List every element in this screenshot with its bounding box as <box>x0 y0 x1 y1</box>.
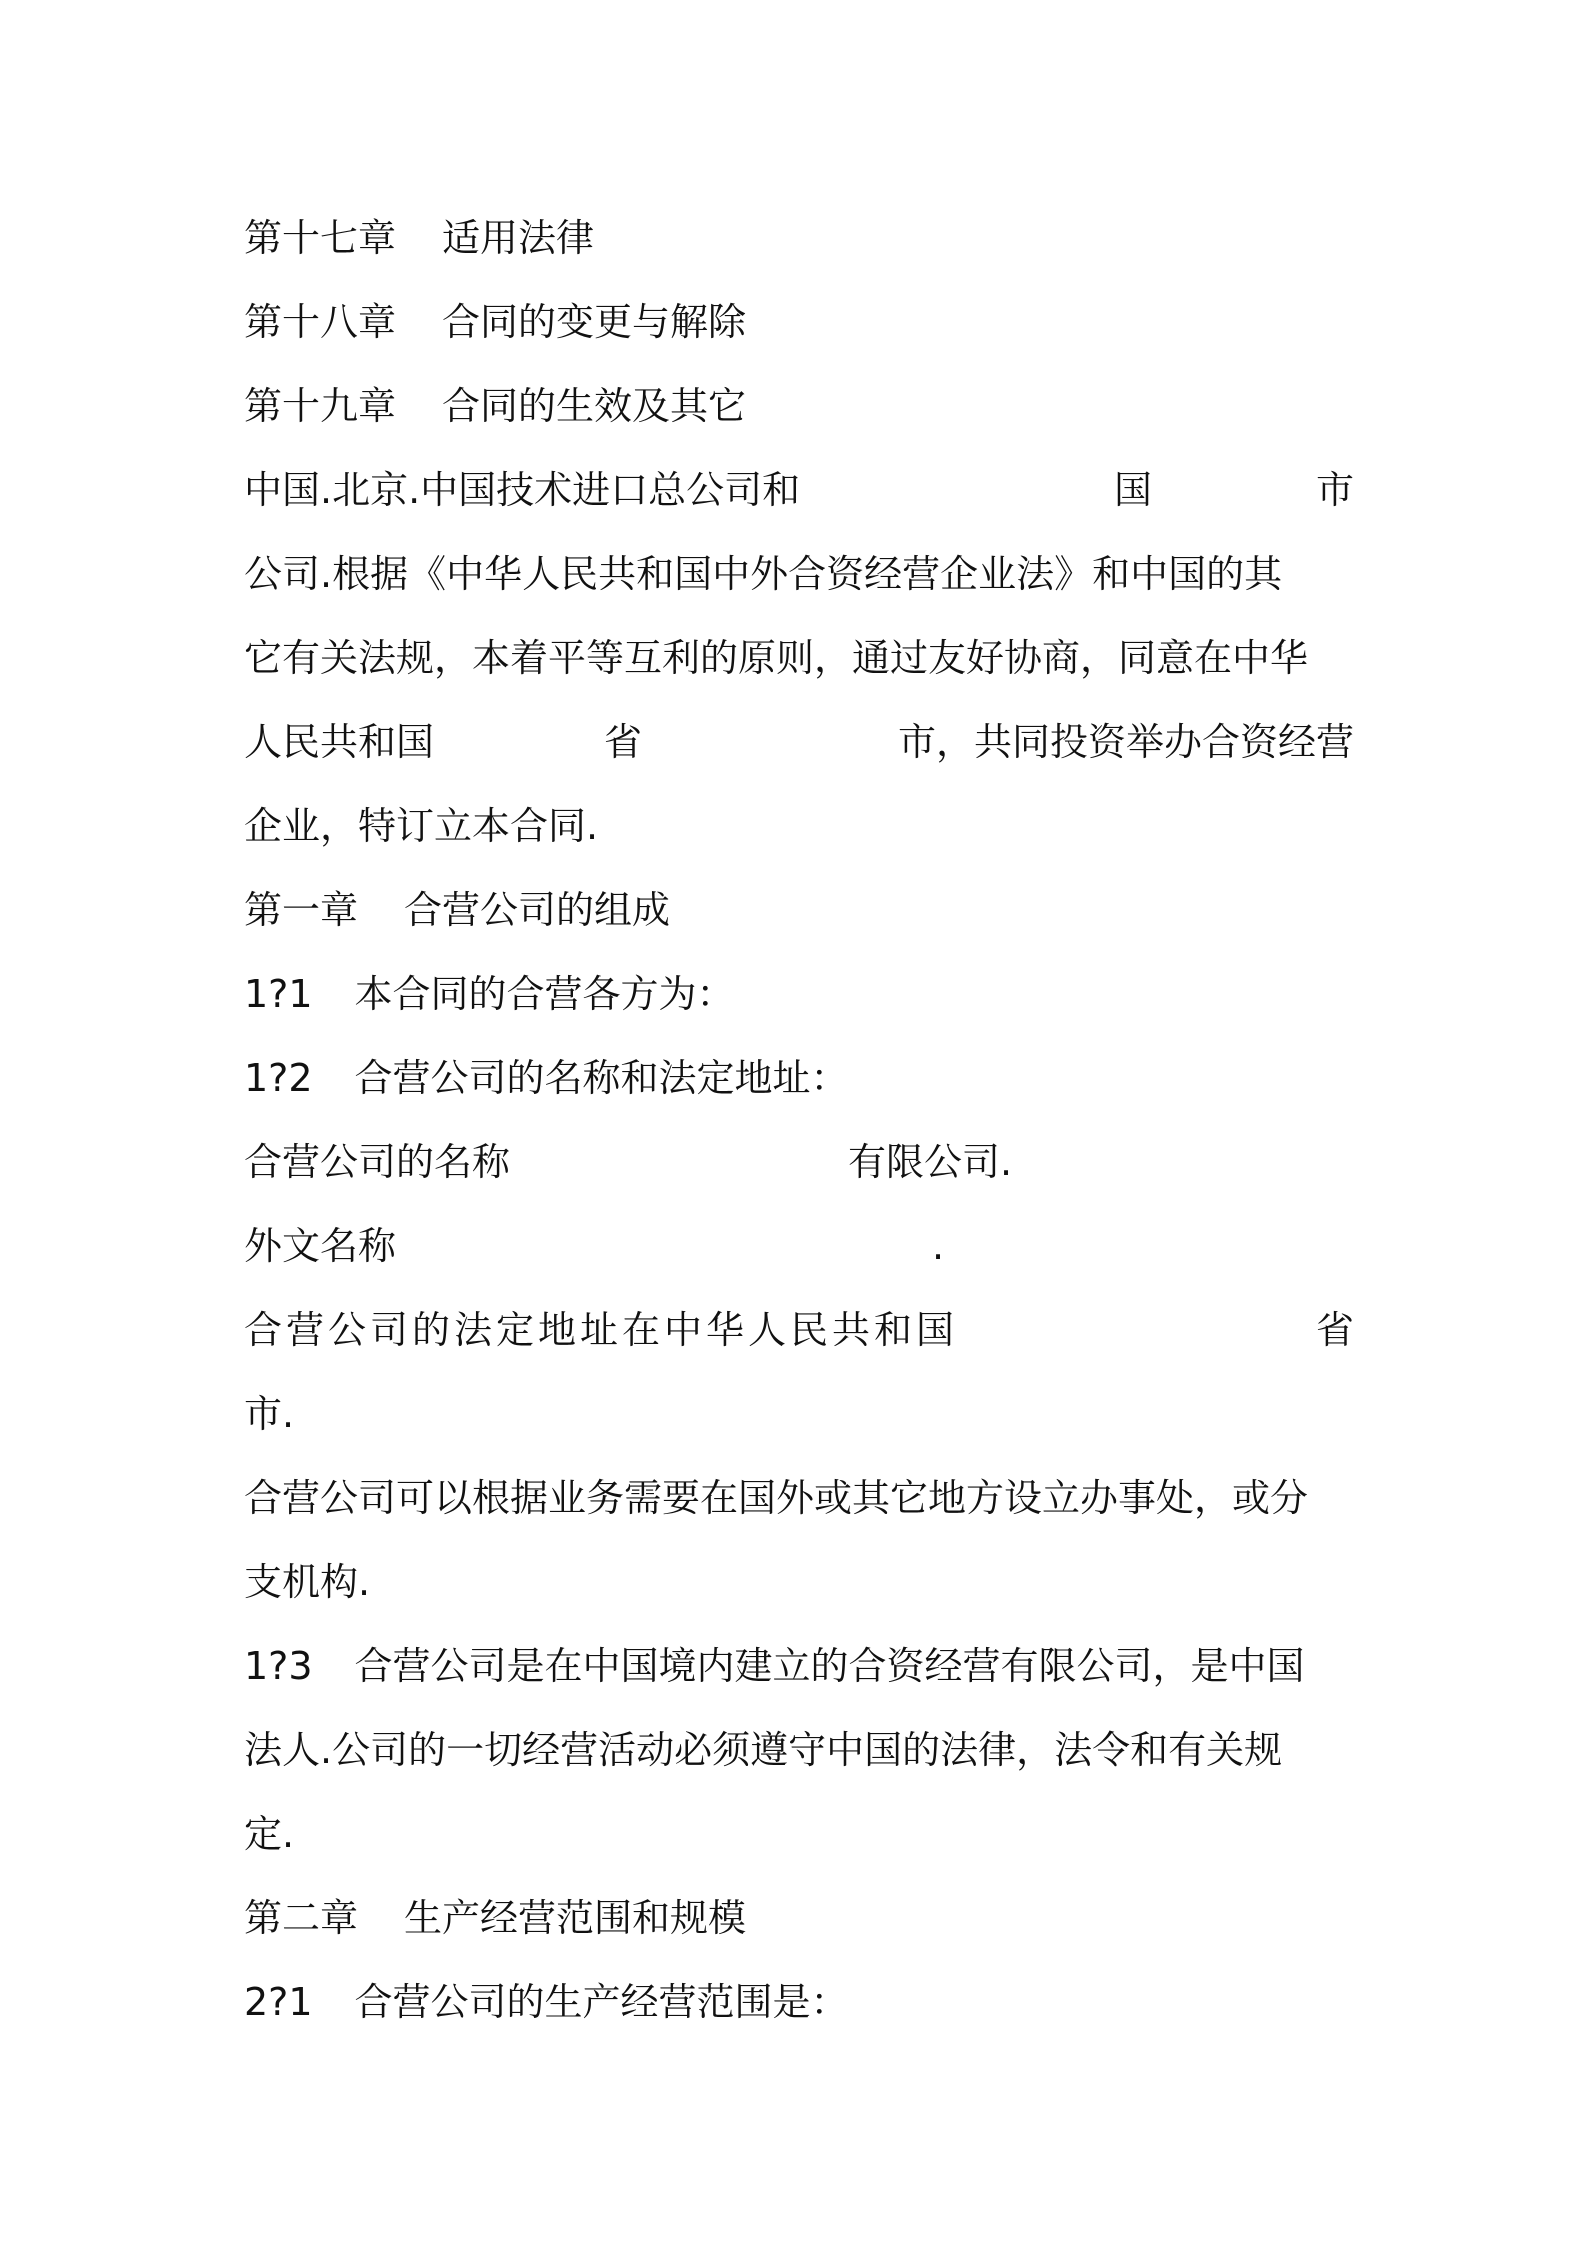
clause-2-1 <box>244 1960 1354 2044</box>
clause-number: 1?1 <box>244 972 313 1016</box>
document-body <box>244 196 1354 2044</box>
clause-text: 定. <box>244 1812 295 1856</box>
toc-entry-18 <box>244 280 1354 364</box>
paragraph-text: 合营公司可以根据业务需要在国外或其它地方设立办事处，或分 <box>244 1476 1309 1520</box>
field-blank-province: 省 <box>1315 1308 1354 1352</box>
clause-1-1 <box>244 952 1354 1036</box>
clause-1-3-line-1 <box>244 1624 1354 1708</box>
preamble-blank-city: 市 <box>1315 468 1354 512</box>
toc-chapter-title: 合同的变更与解除 <box>442 300 747 344</box>
preamble-line-3 <box>244 616 1354 700</box>
field-label: 外文名称 <box>244 1224 397 1268</box>
chapter-1-heading <box>244 868 1354 952</box>
address-line-1 <box>244 1288 1354 1372</box>
preamble-blank-province: 省 <box>604 720 643 764</box>
field-suffix: 市. <box>244 1392 295 1436</box>
preamble-text: 人民共和国 <box>244 720 435 764</box>
clause-text: 合营公司是在中国境内建立的合资经营有限公司，是中国 <box>354 1644 1305 1688</box>
field-label: 合营公司的名称 <box>244 1140 511 1184</box>
preamble-text: 公司.根据《中华人民共和国中外合资经营企业法》和中国的其 <box>244 552 1283 596</box>
clause-number: 2?1 <box>244 1980 313 2024</box>
toc-entry-17 <box>244 196 1354 280</box>
clause-text: 本合同的合营各方为： <box>354 972 735 1016</box>
clause-number: 1?2 <box>244 1056 313 1100</box>
clause-text: 合营公司的生产经营范围是： <box>354 1980 849 2024</box>
chapter-number: 第二章 <box>244 1896 359 1940</box>
preamble-line-5 <box>244 784 1354 868</box>
clause-text: 合营公司的名称和法定地址： <box>354 1056 849 1100</box>
preamble-line-4 <box>244 700 1354 784</box>
chapter-number: 第一章 <box>244 888 359 932</box>
office-line-2 <box>244 1540 1354 1624</box>
clause-text: 法人.公司的一切经营活动必须遵守中国的法律，法令和有关规 <box>244 1728 1283 1772</box>
chapter-title: 生产经营范围和规模 <box>404 1896 747 1940</box>
field-suffix: 有限公司. <box>848 1140 1013 1184</box>
toc-entry-19 <box>244 364 1354 448</box>
address-line-2 <box>244 1372 1354 1456</box>
office-line-1 <box>244 1456 1354 1540</box>
field-label: 合营公司的法定地址在中华人民共和国 <box>244 1308 959 1352</box>
preamble-blank-country: 国 <box>1114 468 1153 512</box>
preamble-line-2 <box>244 532 1354 616</box>
toc-chapter-title: 适用法律 <box>442 216 595 260</box>
preamble-text: 企业，特订立本合同. <box>244 804 599 848</box>
foreign-name-line <box>244 1204 1354 1288</box>
chapter-2-heading <box>244 1876 1354 1960</box>
preamble-text: 中国.北京.中国技术进口总公司和 <box>244 468 801 512</box>
chapter-title: 合营公司的组成 <box>404 888 671 932</box>
preamble-text-end: 市，共同投资举办合资经营 <box>897 720 1354 764</box>
clause-1-3-line-3 <box>244 1792 1354 1876</box>
toc-chapter-number: 第十八章 <box>244 300 397 344</box>
preamble-text: 它有关法规，本着平等互利的原则，通过友好协商，同意在中华 <box>244 636 1309 680</box>
toc-chapter-number: 第十九章 <box>244 384 397 428</box>
field-suffix: . <box>932 1224 945 1268</box>
paragraph-text: 支机构. <box>244 1560 371 1604</box>
company-name-line <box>244 1120 1354 1204</box>
clause-1-3-line-2 <box>244 1708 1354 1792</box>
preamble-line-1 <box>244 448 1354 532</box>
clause-1-2 <box>244 1036 1354 1120</box>
toc-chapter-number: 第十七章 <box>244 216 397 260</box>
clause-number: 1?3 <box>244 1644 313 1688</box>
toc-chapter-title: 合同的生效及其它 <box>442 384 747 428</box>
